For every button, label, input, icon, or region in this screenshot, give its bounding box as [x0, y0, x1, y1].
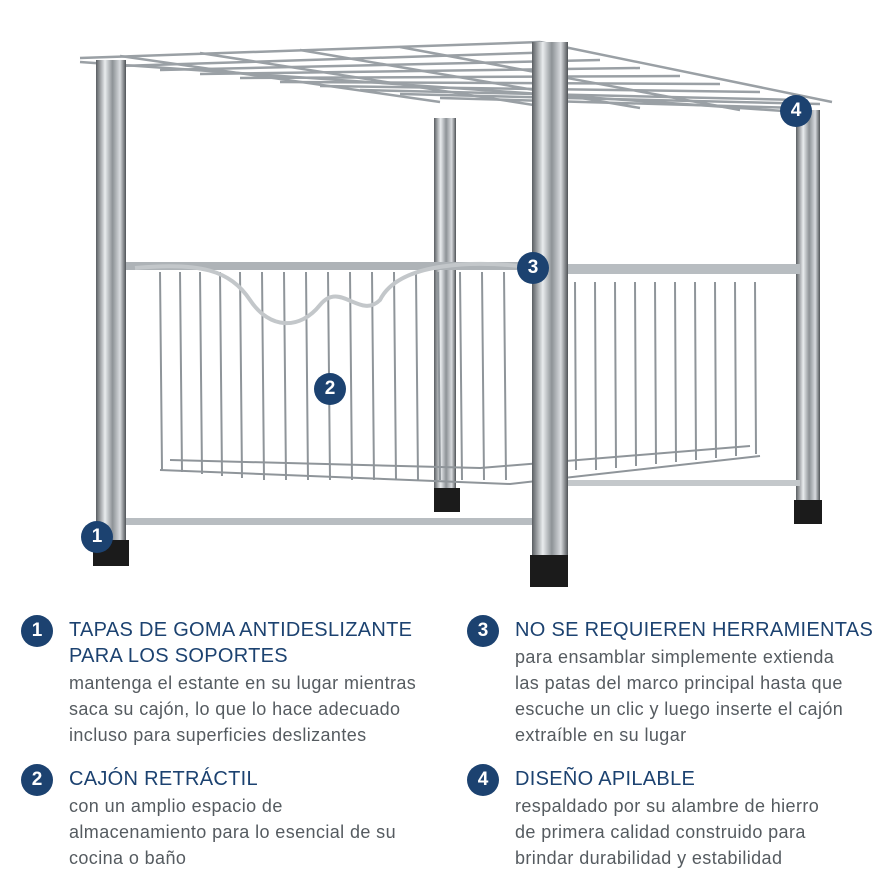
feature-description: para ensamblar simplemente extienda las patas del marco principal hasta que escuche un clic y luego inserte el cajón extraíble en su lugar [515, 647, 844, 745]
feature-number: 2 [21, 764, 53, 796]
marker-drawer: 2 [314, 373, 346, 405]
shelf-illustration [80, 42, 832, 587]
marker-stackable: 4 [780, 95, 812, 127]
feature-title: NO SE REQUIEREN HERRAMIENTAS [515, 619, 874, 641]
feature-title: CAJÓN RETRÁCTIL [69, 768, 258, 790]
feature-description: con un amplio espacio de almacenamiento para lo esencial de su cocina o baño [69, 796, 396, 868]
feature-description: mantenga el estante en su lugar mientras saca su cajón, lo que lo hace adecuado incluso para superficies deslizantes [69, 673, 417, 745]
feature-number: 4 [467, 764, 499, 796]
feature-number: 1 [21, 615, 53, 647]
feature-title: DISEÑO APILABLE [515, 768, 696, 790]
marker-no-tools: 3 [517, 252, 549, 284]
feature-number: 3 [467, 615, 499, 647]
feature-description: respaldado por su alambre de hierro de primera calidad construido para brindar durabilidad y estabilidad [515, 796, 820, 868]
marker-rubber-feet: 1 [81, 521, 113, 553]
feature-title: TAPAS DE GOMA ANTIDESLIZANTE PARA LOS SOPORTES [69, 619, 413, 667]
